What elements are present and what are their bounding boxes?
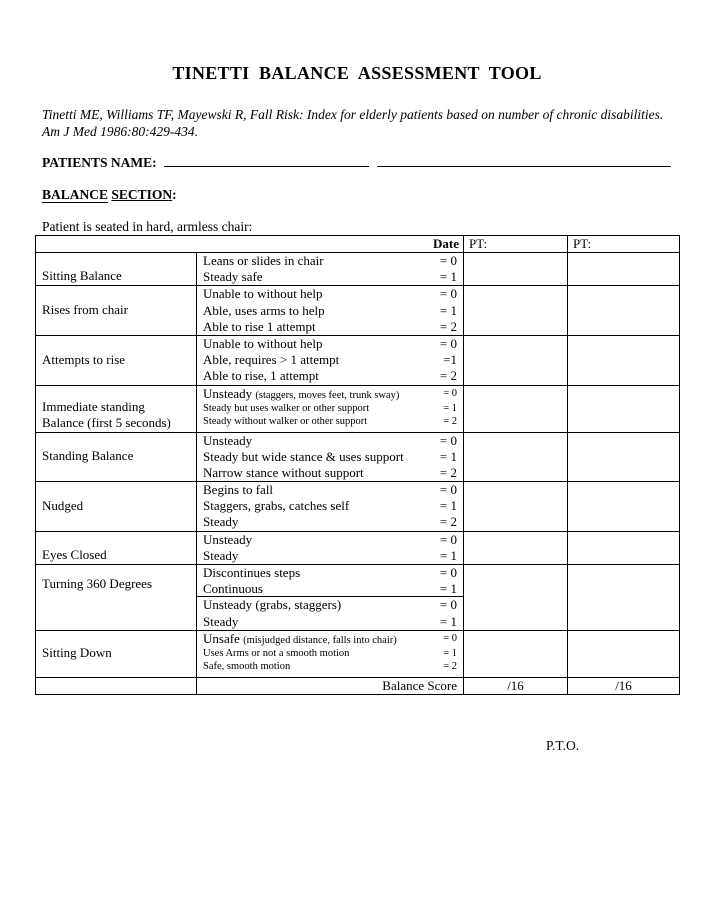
option-score: = 0 (439, 432, 457, 448)
option-text-note: (staggers, moves feet, trunk sway) (255, 389, 400, 401)
patient-name-label: PATIENTS NAME: (42, 155, 157, 170)
option-score: = 0 (439, 253, 457, 268)
option (197, 514, 463, 530)
row-options (197, 432, 464, 482)
option-text (203, 631, 397, 647)
option (197, 319, 463, 335)
option-score: = 2 (443, 416, 457, 427)
row-options (197, 385, 464, 432)
option (197, 336, 463, 352)
score-cell-pt1[interactable] (464, 630, 568, 677)
option-score: = 2 (439, 368, 457, 384)
row-options (197, 531, 464, 564)
row-label-line: Balance (first 5 seconds) (42, 414, 171, 430)
option-text: Unsteady (grabs, staggers) (203, 597, 342, 613)
option-text: Unable to without help (203, 286, 323, 302)
option (197, 449, 463, 465)
option (197, 660, 463, 674)
intro-text: Patient is seated in hard, armless chair: (42, 219, 253, 234)
table-row (36, 253, 680, 286)
option (197, 352, 463, 368)
row-options (197, 482, 464, 532)
option-text: Unsteady (203, 531, 253, 547)
section-heading-part2: SECTION (111, 187, 173, 202)
score-cell-pt1[interactable] (464, 253, 568, 286)
option (197, 415, 463, 429)
option-text: Steady without walker or other support (203, 416, 368, 427)
option (197, 368, 463, 384)
empty-cell (36, 677, 197, 694)
option (197, 498, 463, 514)
option (197, 303, 463, 319)
score-cell-pt1[interactable] (464, 385, 568, 432)
row-label: Sitting Balance (36, 253, 197, 286)
pto-note: P.T.O. (546, 738, 580, 753)
row-label: Sitting Down (36, 630, 197, 677)
table-row (36, 531, 680, 564)
option-score: = 0 (439, 565, 457, 580)
row-label (36, 385, 197, 432)
page-title: TINETTI BALANCE ASSESSMENT TOOL (172, 63, 542, 83)
option (197, 465, 463, 481)
section-heading-part1: BALANCE (42, 187, 109, 202)
score-cell-pt1[interactable] (464, 482, 568, 532)
balance-score-pt1[interactable]: /16 (464, 677, 568, 694)
option-score: = 1 (443, 647, 457, 659)
score-cell-pt2[interactable] (568, 482, 680, 532)
option-text-main: Unsafe (203, 630, 240, 646)
option-text: Steady (203, 613, 239, 629)
score-cell-pt2[interactable] (568, 286, 680, 336)
option (197, 548, 463, 564)
option-score: =1 (443, 352, 457, 368)
option (197, 253, 463, 269)
option-text: Leans or slides in chair (203, 253, 324, 268)
option-text: Steady (203, 547, 239, 563)
row-options (197, 286, 464, 336)
option-score: = 2 (439, 318, 457, 334)
score-cell-pt2[interactable] (568, 335, 680, 385)
option-score: = 1 (439, 613, 457, 629)
balance-table (35, 235, 680, 695)
score-cell-pt2[interactable] (568, 630, 680, 677)
option-score: = 0 (443, 387, 457, 399)
row-label: Standing Balance (36, 432, 197, 482)
option (197, 532, 463, 548)
score-cell-pt1[interactable] (464, 432, 568, 482)
option-text: Able to rise 1 attempt (203, 318, 316, 334)
option-score: = 0 (439, 335, 457, 351)
balance-score-row (36, 677, 680, 694)
citation: Tinetti ME, Williams TF, Mayewski R, Fall Risk: Index for elderly patients based on number of chronic disabilities. Am J Med 1986:80:429-434. (42, 107, 664, 139)
option-score: = 0 (439, 531, 457, 547)
option-text: Steady (203, 514, 239, 530)
header-row (36, 236, 680, 253)
patient-name-field[interactable] (164, 154, 369, 167)
option (197, 581, 463, 597)
row-label: Attempts to rise (36, 335, 197, 385)
pt1-header: PT: (464, 236, 568, 253)
patient-name-field-2[interactable] (377, 154, 671, 167)
option-score: = 0 (439, 597, 457, 613)
option-score: = 0 (439, 482, 457, 498)
option (197, 647, 463, 661)
option-text: Continuous (203, 581, 263, 597)
row-label: Rises from chair (36, 286, 197, 336)
balance-score-label: Balance Score (197, 677, 464, 694)
row-label: Turning 360 Degrees (36, 565, 197, 631)
option-text (203, 386, 399, 402)
table-row (36, 335, 680, 385)
option-text: Uses Arms or not a smooth motion (203, 647, 350, 659)
option-text-main: Unsteady (203, 385, 253, 401)
option (197, 402, 463, 416)
row-options (197, 630, 464, 677)
pt2-header: PT: (568, 236, 680, 253)
table-row (36, 432, 680, 482)
option-text: Begins to fall (203, 482, 274, 498)
option-score: = 0 (443, 632, 457, 644)
score-cell-pt1[interactable] (464, 286, 568, 336)
score-cell-pt2[interactable] (568, 253, 680, 286)
option-score: = 1 (439, 581, 457, 597)
row-label: Nudged (36, 482, 197, 532)
option-text: Steady but uses walker or other support (203, 402, 370, 414)
option-text-note: (misjudged distance, falls into chair) (243, 634, 397, 646)
option-text: Staggers, grabs, catches self (203, 498, 350, 514)
table-row (36, 482, 680, 532)
option (197, 482, 463, 498)
option (197, 433, 463, 449)
option-text: Steady safe (203, 269, 263, 285)
option-score: = 1 (439, 448, 457, 464)
option (197, 565, 463, 581)
option-score: = 2 (439, 464, 457, 480)
option-text: Able, requires > 1 attempt (203, 352, 340, 368)
option-score: = 0 (439, 286, 457, 302)
score-cell-pt1[interactable] (464, 565, 568, 631)
row-options (197, 565, 464, 631)
option-text: Able to rise, 1 attempt (203, 368, 319, 384)
option (197, 386, 463, 402)
score-cell-pt2[interactable] (568, 432, 680, 482)
row-label-line: Immediate standing (42, 398, 145, 414)
option-score: = 1 (443, 402, 457, 414)
option-text: Unable to without help (203, 335, 323, 351)
option-score: = 1 (439, 547, 457, 563)
table-row (36, 385, 680, 432)
date-header: Date (36, 236, 464, 253)
option (197, 631, 463, 647)
score-cell-pt1[interactable] (464, 335, 568, 385)
section-heading-colon: : (172, 187, 177, 202)
row-label: Eyes Closed (36, 531, 197, 564)
option-text: Unsteady (203, 432, 253, 448)
option-score: = 1 (439, 302, 457, 318)
score-cell-pt2[interactable] (568, 385, 680, 432)
option-score: = 2 (443, 661, 457, 673)
option-text: Steady but wide stance & uses support (203, 448, 404, 464)
option (197, 597, 463, 613)
row-options (197, 335, 464, 385)
option-text: Able, uses arms to help (203, 302, 325, 318)
score-cell-pt2[interactable] (568, 531, 680, 564)
option-score: = 1 (439, 498, 457, 514)
option-text: Narrow stance without support (203, 464, 364, 480)
patient-name-row (42, 154, 671, 171)
table-row (36, 630, 680, 677)
score-cell-pt1[interactable] (464, 531, 568, 564)
row-options (197, 253, 464, 286)
table-row (36, 286, 680, 336)
section-heading (42, 187, 177, 203)
option-score: = 2 (439, 514, 457, 530)
option (197, 614, 463, 630)
table-row (36, 565, 680, 631)
option-text: Discontinues steps (203, 565, 301, 580)
score-cell-pt2[interactable] (568, 565, 680, 631)
option-score: = 1 (439, 269, 457, 285)
balance-score-pt2[interactable]: /16 (568, 677, 680, 694)
option-text: Safe, smooth motion (203, 661, 291, 673)
option (197, 269, 463, 285)
option (197, 286, 463, 302)
